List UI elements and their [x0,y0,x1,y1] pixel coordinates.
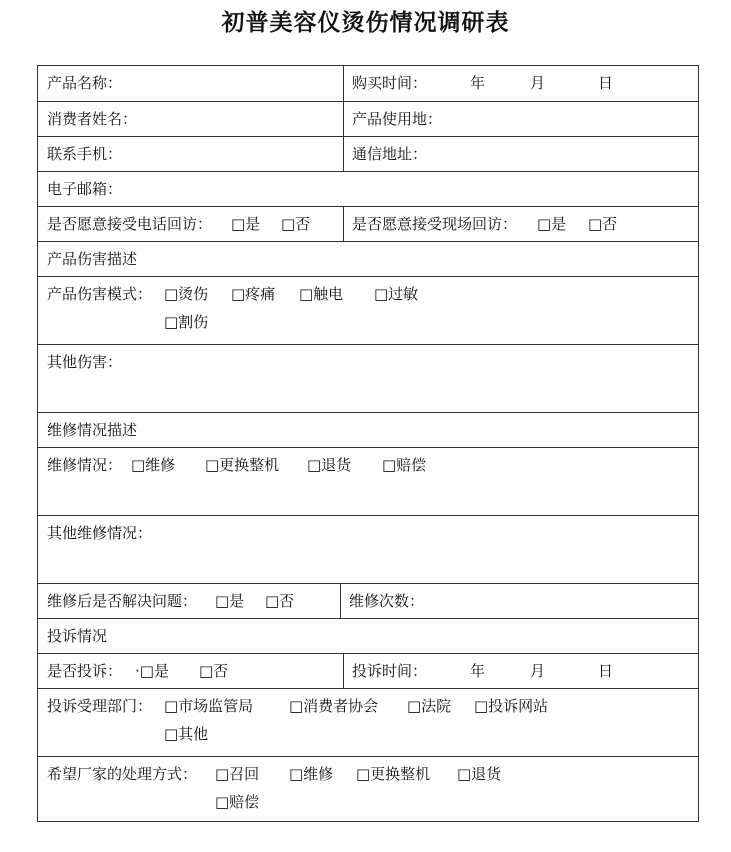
dept-market-checkbox[interactable]: □市场监管局 [164,697,254,715]
purchase-day-label: 日 [598,74,614,92]
dept-court-checkbox[interactable]: □法院 [407,697,452,715]
solved-yes-checkbox[interactable]: □是 [215,592,245,610]
row-phone [38,136,698,171]
page-title: 初普美容仪烫伤情况调研表 [221,10,510,36]
dept-website-checkbox[interactable]: □投诉网站 [474,697,549,715]
row-product-name [38,66,698,101]
injury-burn-checkbox[interactable]: □烫伤 [164,285,209,303]
row-other-injury[interactable] [38,344,698,412]
phone-visit-no-checkbox[interactable]: □否 [281,215,311,233]
solved-cell [38,584,340,618]
site-visit-cell [343,207,698,241]
phone-visit-cell [38,207,343,241]
complained-cell [38,654,343,688]
purchase-time-cell[interactable] [343,66,698,101]
injury-shock-checkbox[interactable]: □触电 [299,285,344,303]
injury-allergy-checkbox[interactable]: □过敏 [374,285,419,303]
injury-pain-checkbox[interactable]: □疼痛 [231,285,276,303]
handling-return-checkbox[interactable]: □退货 [457,765,502,783]
row-consumer-name [38,101,698,136]
repair-count-cell[interactable] [340,584,698,618]
row-complaint [38,618,698,653]
handling-compensate-checkbox[interactable]: □赔偿 [215,793,260,811]
repair-fix-checkbox[interactable]: □维修 [131,456,176,474]
row-other-repair[interactable] [38,515,698,583]
complained-label: 是否投诉： [47,662,123,680]
dept-consumer-association-checkbox[interactable]: □消费者协会 [289,697,379,715]
dept-other-checkbox[interactable]: □其他 [164,725,209,743]
handling-recall-checkbox[interactable]: □召回 [215,765,260,783]
repair-compensate-checkbox[interactable]: □赔偿 [382,456,427,474]
purchase-month-label: 月 [530,74,546,92]
complaint-year-label: 年 [470,662,486,680]
product-name-label: 产品名称： [47,74,123,92]
product-name-cell[interactable] [38,66,343,101]
handling-label: 希望厂家的处理方式： [47,765,198,783]
address-cell[interactable] [343,137,698,171]
usage-place-cell[interactable] [343,102,698,136]
site-visit-yes-checkbox[interactable]: □是 [537,215,567,233]
row-injury-desc [38,241,698,276]
address-label: 通信地址： [352,145,428,163]
solved-label: 维修后是否解决问题： [47,592,198,610]
complaint-time-label: 投诉时间： [352,662,428,680]
handling-replace-checkbox[interactable]: □更换整机 [356,765,431,783]
phone-label: 联系手机： [47,145,123,163]
injury-mode-label: 产品伤害模式： [47,285,153,303]
repair-desc-heading: 维修情况描述 [47,421,138,439]
row-repair-desc [38,412,698,447]
repair-status-label: 维修情况： [47,456,123,474]
injury-desc-heading: 产品伤害描述 [47,250,138,268]
injury-cut-checkbox[interactable]: □割伤 [164,313,209,331]
repair-return-checkbox[interactable]: □退货 [307,456,352,474]
complaint-time-cell[interactable] [343,654,698,688]
consumer-name-cell[interactable] [38,102,343,136]
site-visit-label: 是否愿意接受现场回访： [352,215,518,233]
solved-no-checkbox[interactable]: □否 [265,592,295,610]
complained-yes-checkbox[interactable]: ·□是 [135,662,169,680]
row-repair-status [38,447,698,515]
phone-cell[interactable] [38,137,343,171]
repair-replace-checkbox[interactable]: □更换整机 [205,456,280,474]
row-complaint-dept [38,688,698,756]
purchase-year-label: 年 [470,74,486,92]
other-repair-label: 其他维修情况： [47,524,153,542]
row-injury-mode [38,276,698,344]
complaint-month-label: 月 [530,662,546,680]
phone-visit-yes-checkbox[interactable]: □是 [231,215,261,233]
survey-form [37,65,699,822]
site-visit-no-checkbox[interactable]: □否 [588,215,618,233]
usage-place-label: 产品使用地： [352,110,443,128]
complained-no-checkbox[interactable]: □否 [199,662,229,680]
complaint-dept-label: 投诉受理部门： [47,697,153,715]
consumer-name-label: 消费者姓名： [47,110,138,128]
complaint-heading: 投诉情况 [47,627,108,645]
row-complained [38,653,698,688]
phone-visit-label: 是否愿意接受电话回访： [47,215,213,233]
row-handling [38,756,698,823]
email-label: 电子邮箱： [47,180,123,198]
repair-count-label: 维修次数： [349,592,425,610]
row-email[interactable] [38,171,698,206]
other-injury-label: 其他伤害： [47,353,123,371]
row-solved [38,583,698,618]
purchase-time-label: 购买时间： [352,74,428,92]
complaint-day-label: 日 [598,662,614,680]
row-visit [38,206,698,241]
handling-repair-checkbox[interactable]: □维修 [289,765,334,783]
